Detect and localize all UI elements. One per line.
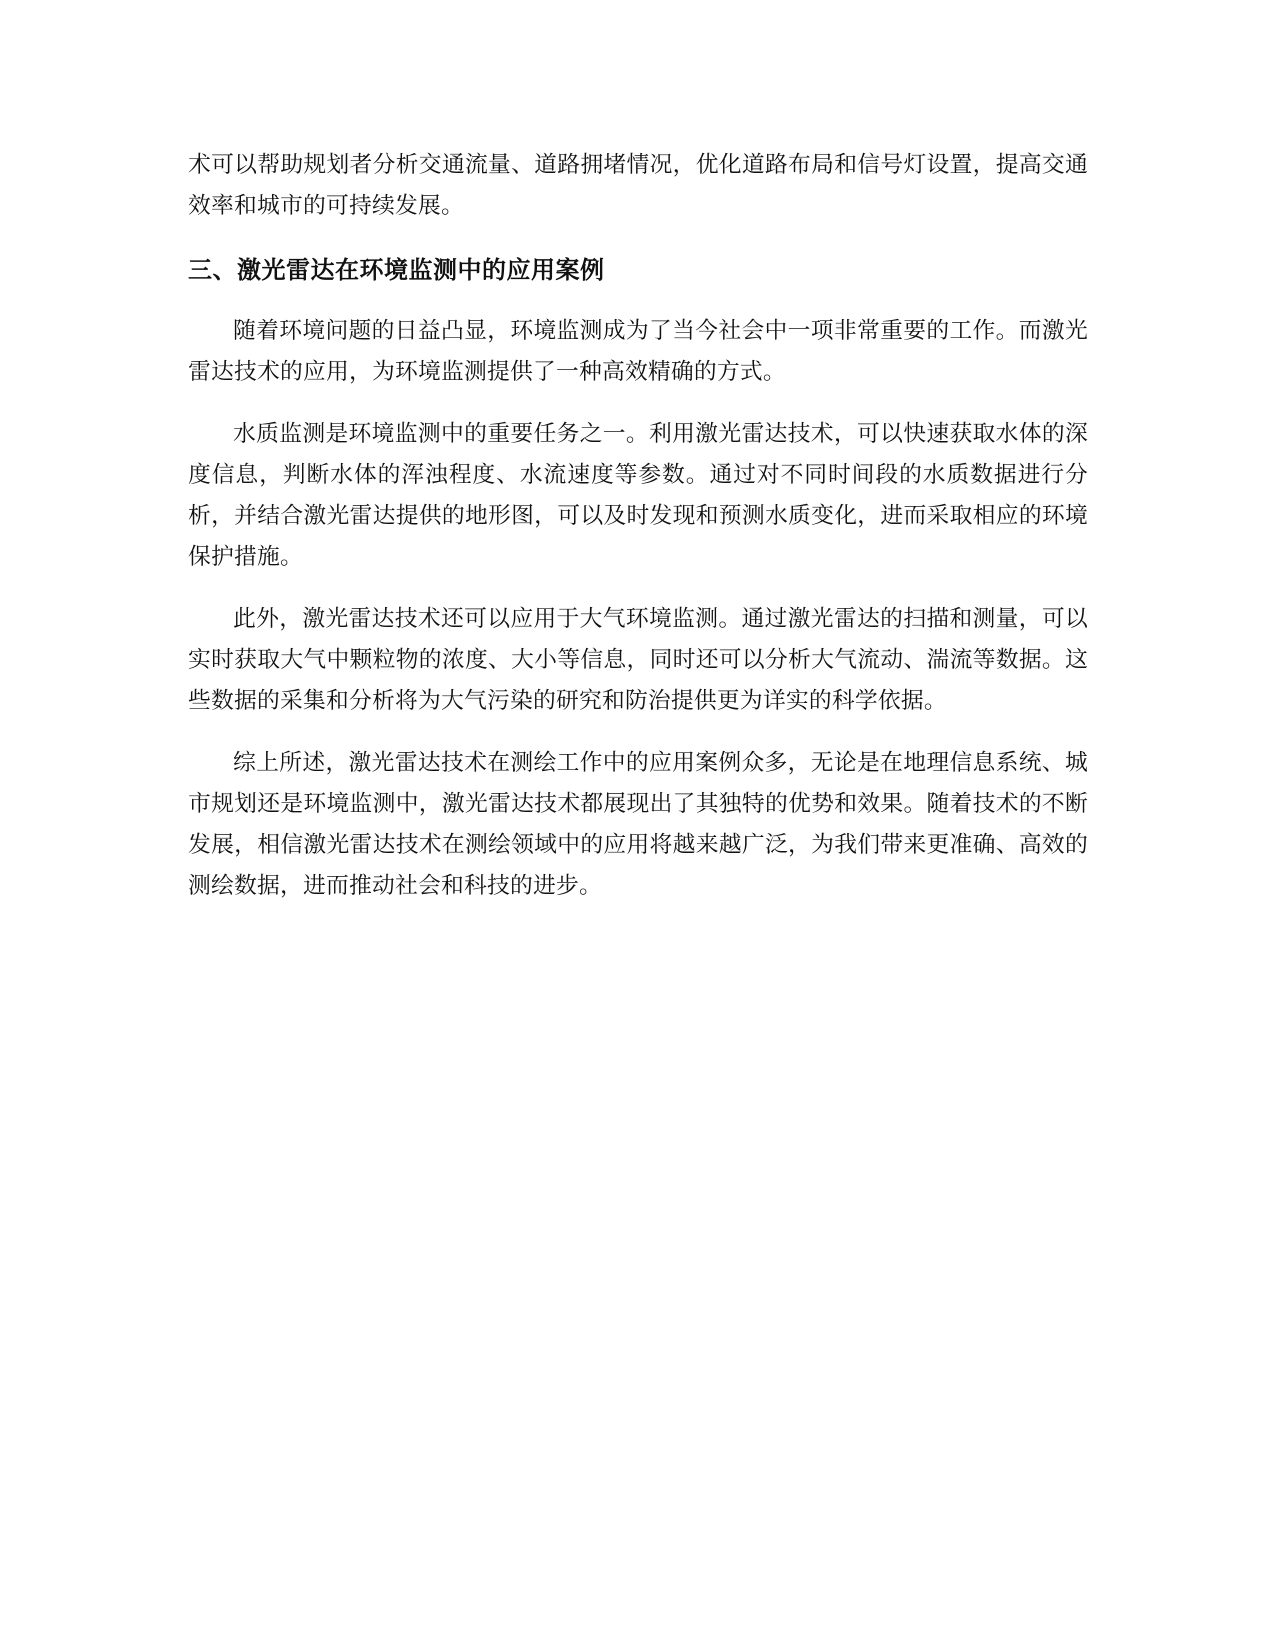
paragraph-conclusion: 综上所述，激光雷达技术在测绘工作中的应用案例众多，无论是在地理信息系统、城市规划还是环境监测中，激光雷达技术都展现出了其独特的优势和效果。随着技术的不断发展，相信激光雷达技术在测绘领域中的应用将越来越广泛，为我们带来更准确、高效的测绘数据，进而推动社会和科技的进步。 <box>188 750 1088 899</box>
section-heading: 三、激光雷达在环境监测中的应用案例 <box>188 256 605 284</box>
paragraph-atmosphere: 此外，激光雷达技术还可以应用于大气环境监测。通过激光雷达的扫描和测量，可以实时获取大气中颗粒物的浓度、大小等信息，同时还可以分析大气流动、湍流等数据。这些数据的采集和分析将为大气污染的研究和防治提供更为详实的科学依据。 <box>188 606 1088 714</box>
page-content <box>188 145 1088 928</box>
paragraph-water-quality: 水质监测是环境监测中的重要任务之一。利用激光雷达技术，可以快速获取水体的深度信息，判断水体的浑浊程度、水流速度等参数。通过对不同时间段的水质数据进行分析，并结合激光雷达提供的地形图，可以及时发现和预测水质变化，进而采取相应的环境保护措施。 <box>188 421 1088 570</box>
continued-paragraph: 术可以帮助规划者分析交通流量、道路拥堵情况，优化道路布局和信号灯设置，提高交通效率和城市的可持续发展。 <box>188 152 1088 219</box>
paragraph-intro: 随着环境问题的日益凸显，环境监测成为了当今社会中一项非常重要的工作。而激光雷达技术的应用，为环境监测提供了一种高效精确的方式。 <box>188 318 1088 385</box>
